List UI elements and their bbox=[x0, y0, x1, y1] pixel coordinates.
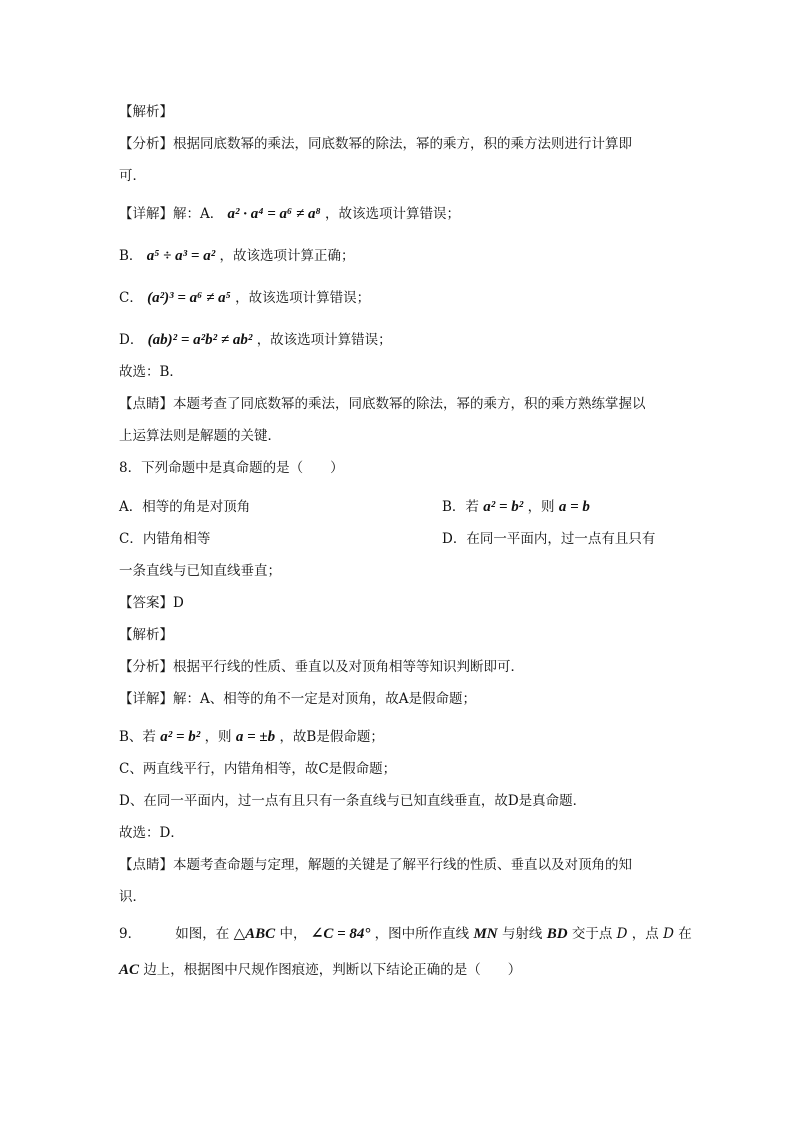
comment-line-2: 识． bbox=[119, 889, 146, 905]
question-8-option-b bbox=[442, 497, 590, 517]
formula-b: a⁵ ÷ a³ = a² bbox=[146, 248, 216, 264]
detail-line-a: 【详解】解：A、相等的角不一定是对顶角，故A是假命题； bbox=[119, 691, 476, 707]
formula-d: (ab)² = a²b² ≠ ab² bbox=[147, 332, 253, 348]
question-9-line-1 bbox=[119, 924, 692, 944]
question-text: ，图中所作直线 bbox=[374, 926, 470, 942]
formula: △ABC bbox=[233, 926, 276, 942]
formula: MN bbox=[473, 926, 498, 942]
detail-line-b bbox=[119, 727, 384, 747]
comment-line-2: 上运算法则是解题的关键． bbox=[119, 428, 281, 444]
formula: AC bbox=[119, 962, 140, 978]
choice-result: 故选：B． bbox=[119, 364, 183, 380]
formula-c: (a²)³ = a⁶ ≠ a⁵ bbox=[147, 290, 231, 306]
question-8-option-d: D．在同一平面内，过一点有且只有 bbox=[442, 531, 656, 547]
formula: BD bbox=[546, 926, 568, 942]
question-number: 9． bbox=[119, 926, 142, 942]
detail-option-b bbox=[119, 246, 355, 266]
detail-suffix: ，故该选项计算正确； bbox=[219, 248, 355, 264]
section-heading-jiexi: 【解析】 bbox=[119, 104, 173, 120]
question-text: 交于点 bbox=[571, 926, 613, 942]
analysis-line-2: 可． bbox=[119, 168, 146, 184]
point-label: D bbox=[616, 926, 628, 942]
comment-line-1: 【点睛】本题考查了同底数幂的乘法，同底数幂的除法，幂的乘方，积的乘方熟练掌握以 bbox=[119, 396, 646, 412]
detail-suffix: ，故该选项计算错误； bbox=[325, 206, 461, 222]
question-8-stem: 8．下列命题中是真命题的是（ ） bbox=[119, 460, 344, 476]
detail-option-c bbox=[119, 288, 370, 308]
comment-line-1: 【点睛】本题考查命题与定理，解题的关键是了解平行线的性质、垂直以及对顶角的知 bbox=[119, 857, 632, 873]
detail-suffix: ，故该选项计算错误； bbox=[235, 290, 371, 306]
detail-text: ，故B是假命题； bbox=[279, 729, 384, 745]
question-8-option-c: C．内错角相等 bbox=[119, 531, 211, 547]
detail-line-c: C、两直线平行，内错角相等，故C是假命题； bbox=[119, 761, 397, 777]
detail-option-d bbox=[119, 330, 392, 350]
question-text: 边上，根据图中尺规作图痕迹，判断以下结论正确的是（ ） bbox=[143, 962, 522, 978]
question-8-option-d-cont: 一条直线与已知直线垂直； bbox=[119, 563, 281, 579]
detail-option-a bbox=[119, 204, 460, 224]
question-text: ，点 bbox=[631, 926, 659, 942]
option-label: B．若 bbox=[442, 499, 479, 515]
question-9-line-2 bbox=[119, 960, 521, 980]
option-label: B． bbox=[119, 248, 143, 264]
formula: a² = b² bbox=[483, 499, 524, 515]
formula: a = ±b bbox=[235, 729, 276, 745]
detail-text: ，则 bbox=[204, 729, 232, 745]
question-text: 中， bbox=[279, 926, 307, 942]
detail-text: B、若 bbox=[119, 729, 156, 745]
option-text: ，则 bbox=[527, 499, 555, 515]
formula: a² = b² bbox=[160, 729, 201, 745]
choice-result: 故选：D． bbox=[119, 825, 184, 841]
question-text: 与射线 bbox=[501, 926, 543, 942]
formula: ∠C = 84° bbox=[310, 926, 371, 942]
question-8-option-a: A．相等的角是对顶角 bbox=[119, 499, 251, 515]
analysis-line-1: 【分析】根据同底数幂的乘法，同底数幂的除法，幂的乘方，积的乘方法则进行计算即 bbox=[119, 136, 632, 152]
formula-a: a² · a⁴ = a⁶ ≠ a⁸ bbox=[227, 206, 321, 222]
answer: 【答案】D bbox=[119, 595, 184, 611]
detail-suffix: ，故该选项计算错误； bbox=[256, 332, 392, 348]
detail-prefix: 【详解】解：A． bbox=[119, 206, 224, 222]
section-heading-jiexi: 【解析】 bbox=[119, 627, 173, 643]
option-label: C． bbox=[119, 290, 143, 306]
detail-line-d: D、在同一平面内，过一点有且只有一条直线与已知直线垂直，故D是真命题． bbox=[119, 793, 587, 809]
point-label: D bbox=[663, 926, 674, 942]
analysis-line: 【分析】根据平行线的性质、垂直以及对顶角相等等知识判断即可． bbox=[119, 659, 524, 675]
formula: a = b bbox=[558, 499, 590, 515]
question-text: 在 bbox=[678, 926, 692, 942]
question-text: 如图，在 bbox=[175, 926, 230, 942]
option-label: D． bbox=[119, 332, 144, 348]
